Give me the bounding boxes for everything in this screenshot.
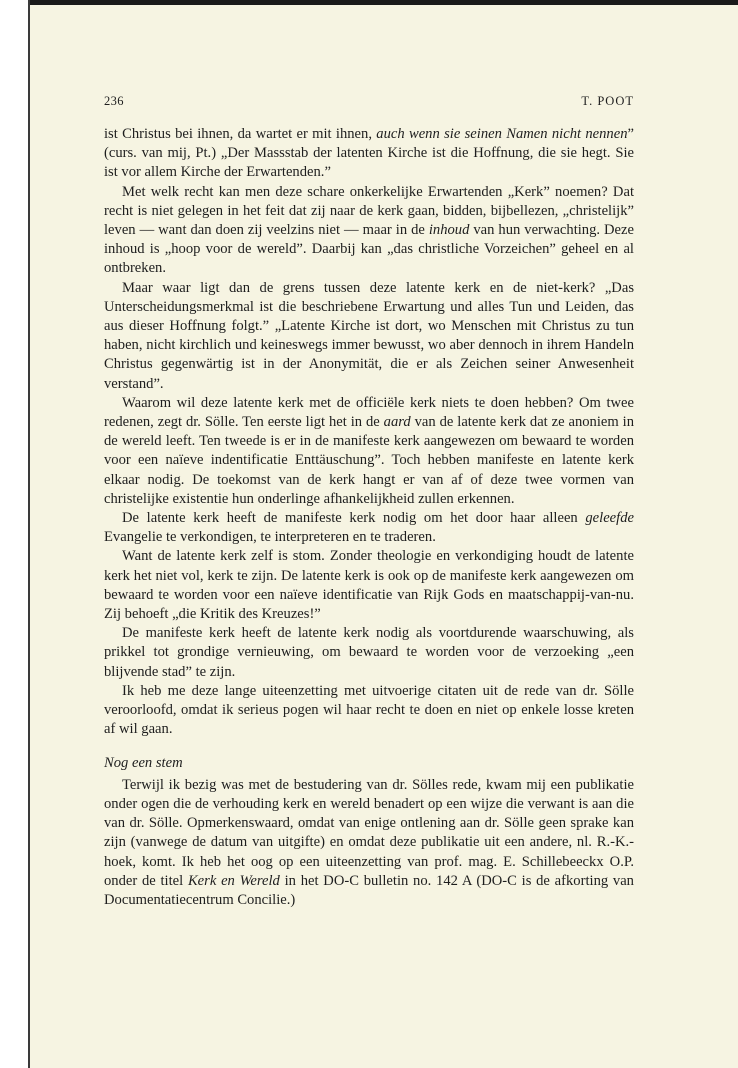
text-run: Maar waar ligt dan de grens tussen deze latente kerk en de niet-kerk? „Das Unterscheidungsmerkmal ist die beschriebene Erwartung und alles Tun und Leiden, das aus dieser Hoffnung folgt.” „Latente Kirche ist dort, wo Menschen mit Christus zu tun haben, nicht kirchlich und keineswegs immer bewusst, wo aber dennoch in ihrem Handeln Christus gegenwärtig ist in der Anonymität, die er als Zeichen seiner Anwesenheit verstand”. xyxy=(104,279,634,392)
text-run: De latente kerk heeft de manifeste kerk nodig om het door haar alleen xyxy=(122,510,586,527)
italic-text: auch wenn sie seinen Namen nicht nennen xyxy=(376,126,628,142)
text-run: Met welk recht kan men deze schare onkerkelijke Erwartenden „Kerk” noemen? Dat recht is niet gelegen in het feit dat zij naar de kerk gaan, bidden, bijbellezen, „christelijk” leven — want dan doen zij veelzins niet — maar in de xyxy=(104,183,634,239)
text-run: ” (curs. van mij, Pt.) „Der Massstab der latenten Kirche ist die Hoffnung, die sie hegt. Sie ist vor allem Kirche der Erwartenden.” xyxy=(104,126,634,181)
text-run: in het DO-C bulletin no. 142 A (DO-C is de afkorting van Documentatiecentrum Concilie.) xyxy=(104,872,634,908)
text-run: De manifeste kerk heeft de latente kerk nodig als voortdurende waarschuwing, als prikkel tot grondige vernieuwing, om bewaard te worden voor de verzoeking „een blijvende stad” te zijn. xyxy=(104,625,634,680)
text-run: Terwijl ik bezig was met de bestudering van dr. Sölles rede, kwam mij een publikatie onder ogen die de verhouding kerk en wereld benadert op een wijze die verwant is aan die van dr. Sölle. Opmerkenswaard, omdat van enige ontlening aan dr. Sölle geen sprake kan zijn (vanwege de datum van uitgifte) en omdat deze publikatie uit een andere, nl. R.-K.-hoek, komt. Ik heb het oog op een uiteenzetting van prof. mag. E. Schillebeeckx O.P. onder de titel xyxy=(104,776,634,889)
text-run: ist Christus bei ihnen, da wartet er mit ihnen, xyxy=(104,126,377,142)
body-text xyxy=(104,125,634,910)
text-run: van hun verwachting. Deze inhoud is „hoop voor de wereld”. Daarbij kan „das christliche Vorzeichen” geheel en al ontbreken. xyxy=(104,222,634,277)
text-run: Want de latente kerk zelf is stom. Zonder theologie en verkondiging houdt de latente kerk het niet vol, kerk te zijn. De latente kerk is ook op de manifeste kerk aangewezen om bewaard te worden voor een naïeve identificatie van Rijk Gods en maatschappij-van-nu. Zij behoeft „die Kritik des Kreuzes!” xyxy=(104,548,634,623)
italic-text: Kerk en Wereld xyxy=(187,872,280,889)
page-number: 236 xyxy=(104,94,124,108)
running-head: T. POOT xyxy=(581,94,634,108)
section-heading: Nog een stem xyxy=(104,754,183,771)
paragraph-2 xyxy=(104,183,634,279)
paragraph-8 xyxy=(104,682,634,740)
text-run: van de latente kerk dat ze anoniem in de wereld leeft. Ten tweede is er in de manifeste kerk aangewezen om bewaard te worden voor een naïeve indentificatie Enttäuschung”. Toch hebben manifeste en latente kerk elkaar nodig. De toekomst van de kerk hangt er van af of deze twee vormen van christelijke existentie hun onderlinge afhankelijkheid zullen erkennen. xyxy=(104,414,634,507)
paragraph-3 xyxy=(104,279,634,394)
paragraph-4 xyxy=(104,394,634,509)
paragraph-1 xyxy=(104,125,634,183)
paragraph-9 xyxy=(104,776,634,910)
text-run: Waarom wil deze latente kerk met de officiële kerk niets te doen hebben? Om twee redenen, zegt dr. Sölle. Ten eerste ligt het in de xyxy=(104,394,634,431)
italic-text: inhoud xyxy=(428,222,470,239)
text-run: Evangelie te verkondigen, te interpreteren en te traderen. xyxy=(104,529,436,546)
paragraph-5 xyxy=(104,509,634,547)
italic-text: aard xyxy=(383,414,411,431)
italic-text: geleefde xyxy=(585,510,634,527)
paragraph-7 xyxy=(104,624,634,682)
paragraph-6 xyxy=(104,547,634,624)
text-run: Ik heb me deze lange uiteenzetting met uitvoerige citaten uit de rede van dr. Sölle veroorloofd, omdat ik serieus pogen wil haar recht te doen en niet op enkele losse kreten af wil gaan. xyxy=(104,682,634,738)
